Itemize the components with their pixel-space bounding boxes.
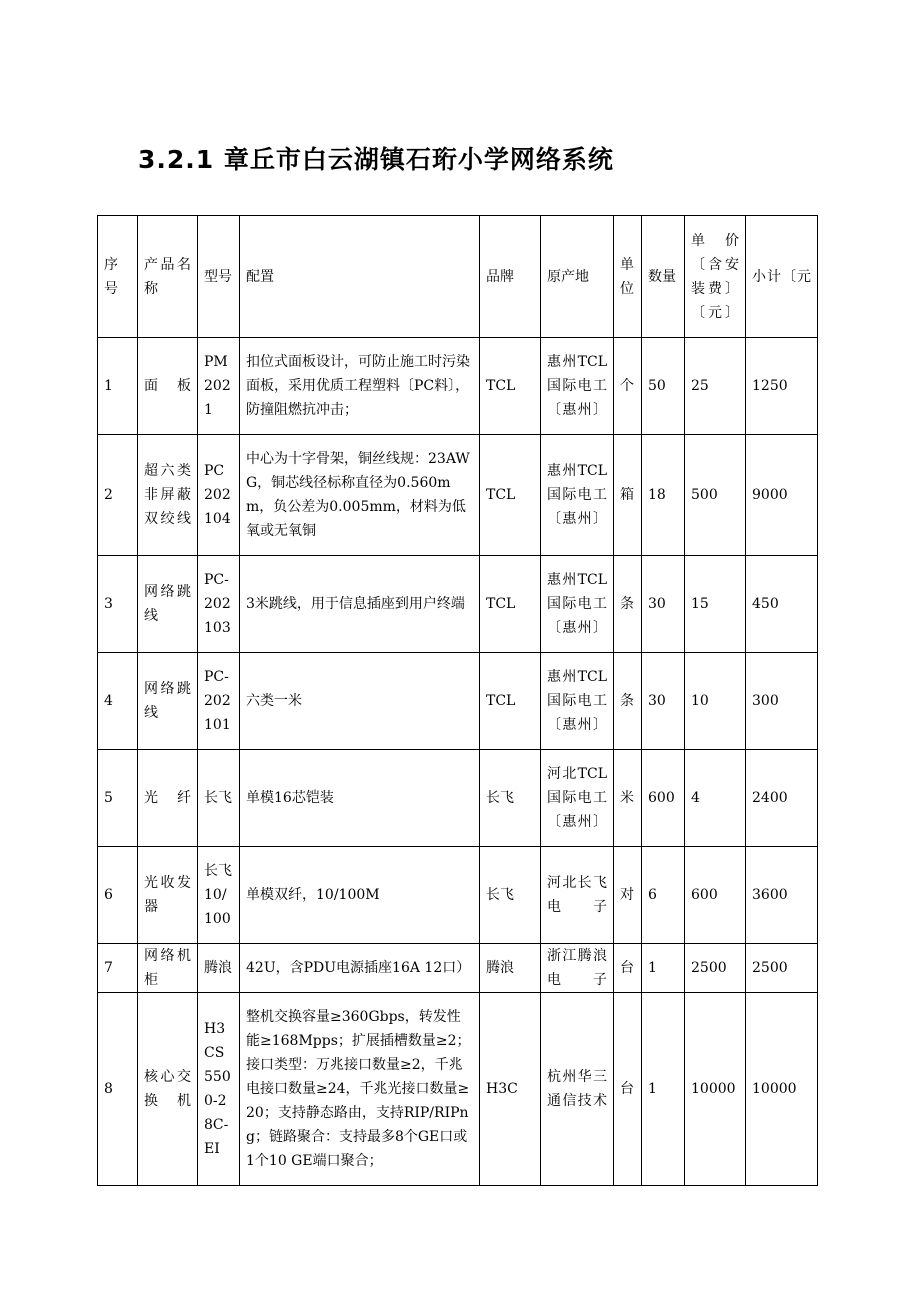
cell-price: 25 [685,338,746,435]
cell-origin: 惠州TCL国际电工〔惠州〕 [541,653,614,750]
cell-price: 10 [685,653,746,750]
cell-model: H3CS5500-28C-EI [198,993,240,1186]
page-title: 3.2.1 章丘市白云湖镇石珩小学网络系统 [138,145,614,174]
cell-seq: 3 [98,556,138,653]
cell-brand: TCL [480,338,541,435]
cell-config: 中心为十字骨架，铜丝线规：23AWG，铜芯线径标称直径为0.560mm，负公差为0.005mm，材料为低氧或无氧铜 [240,435,480,556]
table-row [98,750,818,847]
header-config: 配置 [240,216,480,338]
cell-price: 2500 [685,944,746,993]
cell-product: 网络跳线 [138,556,198,653]
cell-unit: 条 [614,653,642,750]
cell-seq: 2 [98,435,138,556]
cell-subtotal: 2400 [746,750,818,847]
cell-unit: 箱 [614,435,642,556]
cell-seq: 4 [98,653,138,750]
cell-product: 超六类非屏蔽双绞线 [138,435,198,556]
cell-subtotal: 300 [746,653,818,750]
table-row [98,435,818,556]
cell-price: 15 [685,556,746,653]
cell-config: 单模16芯铠装 [240,750,480,847]
cell-qty: 6 [642,847,685,944]
cell-origin: 惠州TCL国际电工〔惠州〕 [541,556,614,653]
cell-model: PC-202101 [198,653,240,750]
cell-unit: 米 [614,750,642,847]
cell-unit: 台 [614,993,642,1186]
table-row [98,847,818,944]
cell-qty: 1 [642,993,685,1186]
cell-brand: H3C [480,993,541,1186]
header-unit: 单位 [614,216,642,338]
cell-unit: 条 [614,556,642,653]
cell-config: 扣位式面板设计，可防止施工时污染面板，采用优质工程塑料〔PC料〕，防撞阻燃抗冲击； [240,338,480,435]
cell-config: 42U，含PDU电源插座16A 12口） [240,944,480,993]
cell-subtotal: 2500 [746,944,818,993]
header-subtotal: 小计〔元 [746,216,818,338]
cell-brand: 长飞 [480,847,541,944]
header-product: 产品名称 [138,216,198,338]
cell-qty: 600 [642,750,685,847]
cell-origin: 惠州TCL国际电工〔惠州〕 [541,435,614,556]
cell-model: PC202104 [198,435,240,556]
header-seq: 序号 [98,216,138,338]
cell-product: 核心交换机 [138,993,198,1186]
cell-subtotal: 450 [746,556,818,653]
cell-product: 光收发器 [138,847,198,944]
cell-model: 长飞10/100 [198,847,240,944]
table-body [98,216,818,1186]
cell-subtotal: 1250 [746,338,818,435]
cell-seq: 8 [98,993,138,1186]
cell-subtotal: 3600 [746,847,818,944]
cell-origin: 河北长飞电子 [541,847,614,944]
cell-seq: 6 [98,847,138,944]
cell-seq: 5 [98,750,138,847]
cell-qty: 18 [642,435,685,556]
cell-product: 网络机柜 [138,944,198,993]
cell-brand: TCL [480,435,541,556]
cell-qty: 30 [642,556,685,653]
header-model: 型号 [198,216,240,338]
table-row [98,653,818,750]
cell-qty: 1 [642,944,685,993]
cell-subtotal: 10000 [746,993,818,1186]
cell-price: 4 [685,750,746,847]
cell-origin: 浙江腾浪电子 [541,944,614,993]
cell-price: 10000 [685,993,746,1186]
table-row [98,993,818,1186]
cell-config: 六类一米 [240,653,480,750]
cell-model: 长飞 [198,750,240,847]
cell-origin: 河北TCL国际电工〔惠州〕 [541,750,614,847]
equipment-table [97,215,818,1186]
cell-subtotal: 9000 [746,435,818,556]
cell-price: 600 [685,847,746,944]
table-row [98,556,818,653]
header-brand: 品牌 [480,216,541,338]
cell-config: 3米跳线，用于信息插座到用户终端 [240,556,480,653]
table-row [98,944,818,993]
cell-price: 500 [685,435,746,556]
cell-origin: 杭州华三通信技术 [541,993,614,1186]
cell-unit: 台 [614,944,642,993]
header-origin: 原产地 [541,216,614,338]
cell-model: PC-202103 [198,556,240,653]
cell-product: 网络跳线 [138,653,198,750]
table-row [98,338,818,435]
header-price: 单价〔含安装费〕〔元〕 [685,216,746,338]
cell-origin: 惠州TCL国际电工〔惠州〕 [541,338,614,435]
cell-model: 腾浪 [198,944,240,993]
cell-product: 光纤 [138,750,198,847]
cell-brand: 长飞 [480,750,541,847]
cell-unit: 对 [614,847,642,944]
table-header-row [98,216,818,338]
cell-seq: 1 [98,338,138,435]
header-qty: 数量 [642,216,685,338]
cell-brand: 腾浪 [480,944,541,993]
cell-config: 整机交换容量≥360Gbps，转发性能≥168Mpps；扩展插槽数量≥2；接口类型：万兆接口数量≥2，千兆电接口数量≥24，千兆光接口数量≥20；支持静态路由，支持RIP/RIPng；链路聚合：支持最多8个GE口或1个10 GE端口聚合； [240,993,480,1186]
cell-unit: 个 [614,338,642,435]
cell-seq: 7 [98,944,138,993]
cell-product: 面板 [138,338,198,435]
cell-config: 单模双纤，10/100M [240,847,480,944]
cell-model: PM2021 [198,338,240,435]
cell-brand: TCL [480,556,541,653]
cell-qty: 50 [642,338,685,435]
cell-brand: TCL [480,653,541,750]
cell-qty: 30 [642,653,685,750]
